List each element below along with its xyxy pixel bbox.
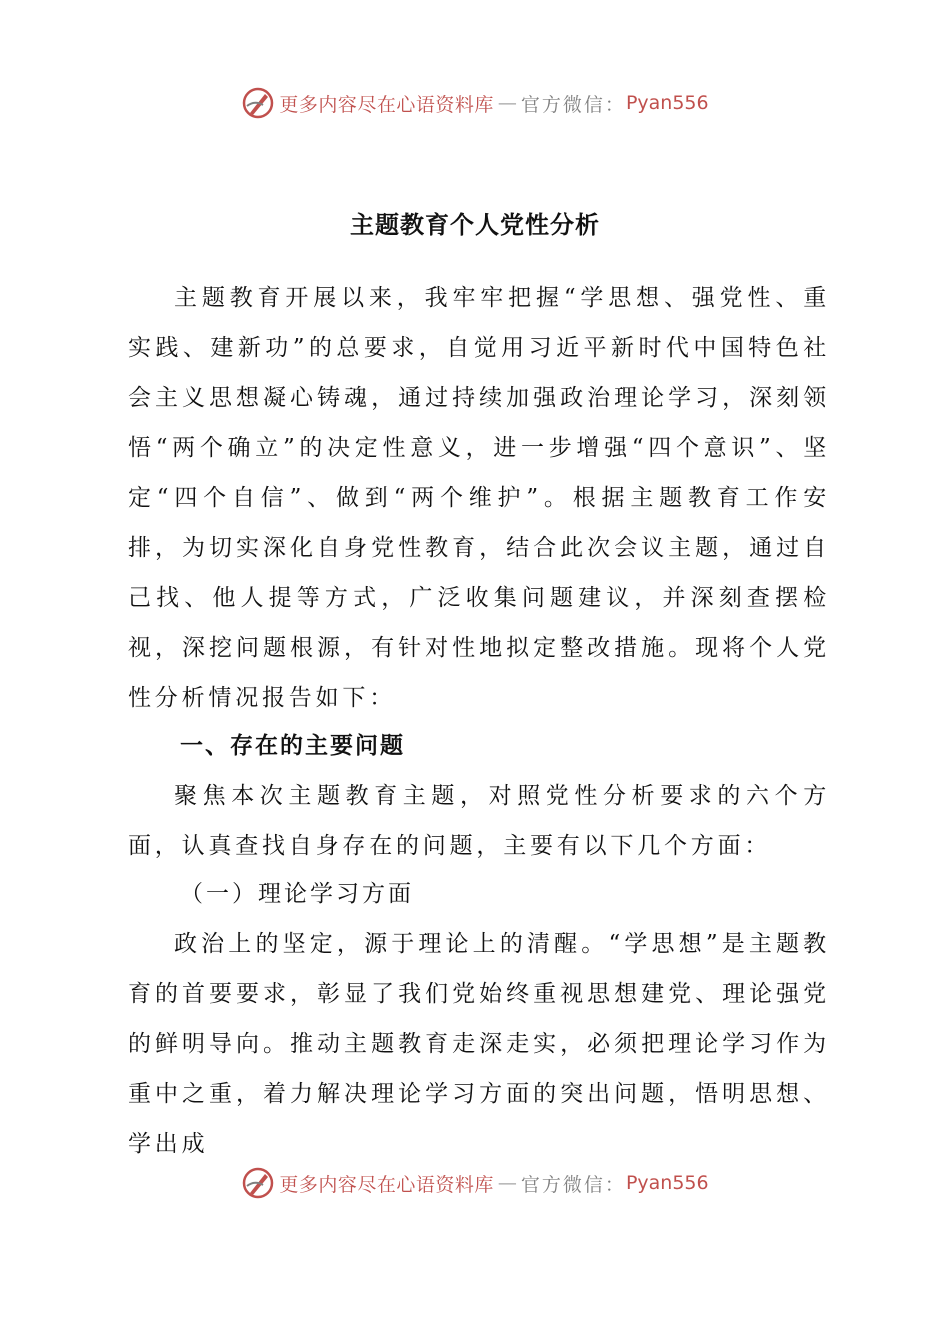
banner-separator: — [497,1172,517,1194]
header-banner [0,83,950,123]
banner-wechat-label: 官方微信： [520,1173,626,1196]
banner-site-text: 更多内容尽在心语资料库 [279,1173,494,1196]
banner-wechat-id: Pyan556 [625,1172,709,1194]
banner-wechat-label: 官方微信： [520,93,626,116]
pen-logo-icon [241,86,275,120]
subsection-heading-1: （一）理论学习方面 [180,881,414,907]
pen-logo-icon [241,1166,275,1200]
subsection-1-paragraph: 政治上的坚定，源于理论上的清醒。“学思想”是主题教育的首要要求，彰显了我们党始终重视思想建党、理论强党的鲜明导向。推动主题教育走深走实，必须把理论学习作为重中之重，着力解决理论学习方面的突出问题，悟明思想、学出成 [128,931,830,1157]
banner-site-text: 更多内容尽在心语资料库 [279,93,494,116]
banner-wechat-id: Pyan556 [625,92,709,114]
footer-banner [0,1163,950,1203]
intro-paragraph: 主题教育开展以来，我牢牢把握“学思想、强党性、重实践、建新功”的总要求，自觉用习近平新时代中国特色社会主义思想凝心铸魂，通过持续加强政治理论学习，深刻领悟“两个确立”的决定性意义，进一步增强“四个意识”、坚定“四个自信”、做到“两个维护”。根据主题教育工作安排，为切实深化自身党性教育，结合此次会议主题，通过自己找、他人提等方式，广泛收集问题建议，并深刻查摆检视，深挖问题根源，有针对性地拟定整改措施。现将个人党性分析情况报告如下： [128,285,830,711]
section-1-paragraph: 聚焦本次主题教育主题，对照党性分析要求的六个方面，认真查找自身存在的问题，主要有以下几个方面： [128,783,830,859]
section-heading-1: 一、存在的主要问题 [180,732,405,759]
document-title: 主题教育个人党性分析 [350,210,600,239]
banner-separator: — [497,92,517,114]
